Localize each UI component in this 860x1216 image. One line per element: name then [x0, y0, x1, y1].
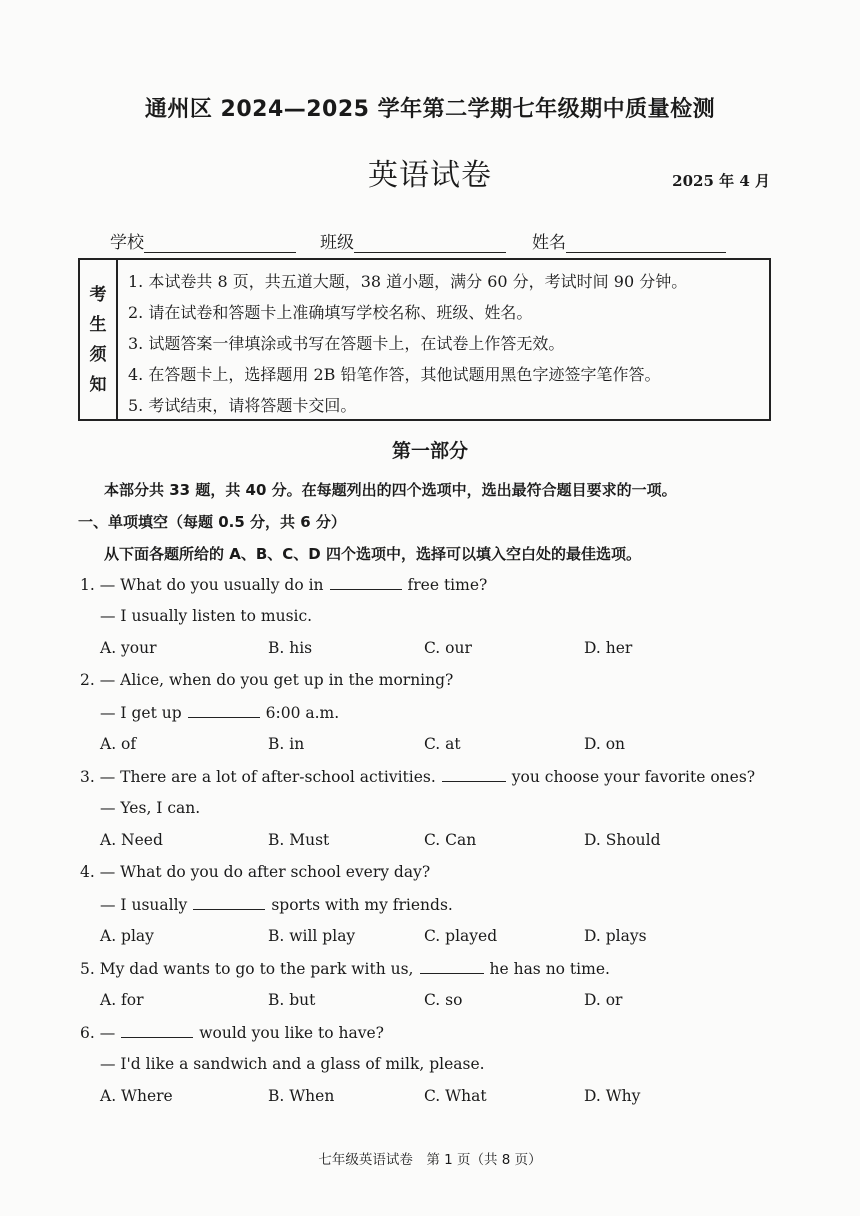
option-c[interactable]: C. played: [424, 927, 498, 945]
option-d[interactable]: D. her: [584, 639, 633, 657]
answer-blank[interactable]: [442, 767, 506, 782]
question-text: — Alice, when do you get up in the morning?: [99, 671, 454, 689]
question-number: 1.: [80, 576, 95, 594]
answer-blank[interactable]: [193, 895, 265, 910]
question-text: — What do you do after school every day?: [99, 863, 431, 881]
question-text: would you like to have?: [199, 1024, 384, 1042]
option-c[interactable]: C. Can: [424, 831, 477, 849]
part-intro: 本部分共 33 题，共 40 分。在每题列出的四个选项中，选出最符合题目要求的一项。: [104, 481, 677, 499]
option-a[interactable]: A. for: [100, 991, 144, 1009]
question-number: 2.: [80, 671, 95, 689]
class-blank[interactable]: [354, 234, 506, 253]
option-b[interactable]: B. Must: [268, 831, 330, 849]
option-c[interactable]: C. What: [424, 1087, 487, 1105]
question-4-line-1: [80, 863, 430, 881]
exam-notice-box: [78, 258, 771, 421]
question-6-line-2: — I'd like a sandwich and a glass of milk, please.: [100, 1055, 485, 1073]
question-text: he has no time.: [489, 960, 610, 978]
question-number: 6.: [80, 1024, 95, 1042]
question-text: — What do you usually do in: [99, 576, 324, 594]
option-a[interactable]: A. of: [100, 735, 137, 753]
question-number: 4.: [80, 863, 95, 881]
question-text: free time?: [407, 576, 488, 594]
option-b[interactable]: B. but: [268, 991, 316, 1009]
notice-label-char: 须: [89, 344, 107, 365]
section-instruction: 从下面各题所给的 A、B、C、D 四个选项中，选择可以填入空白处的最佳选项。: [104, 545, 641, 563]
question-5-line-1: [80, 959, 610, 978]
answer-blank[interactable]: [420, 959, 484, 974]
option-c[interactable]: C. our: [424, 639, 472, 657]
option-a[interactable]: A. your: [100, 639, 157, 657]
notice-item: 2. 请在试卷和答题卡上准确填写学校名称、班级、姓名。: [128, 303, 533, 322]
question-text: — There are a lot of after-school activities.: [99, 768, 436, 786]
notice-item: 4. 在答题卡上，选择题用 2B 铅笔作答，其他试题用黑色字迹签字笔作答。: [128, 365, 661, 384]
question-4-line-2: [100, 895, 453, 914]
question-2-line-1: [80, 671, 453, 689]
school-field[interactable]: [110, 228, 296, 253]
question-3-line-1: [80, 767, 755, 786]
option-b[interactable]: B. When: [268, 1087, 335, 1105]
option-c[interactable]: C. so: [424, 991, 463, 1009]
option-b[interactable]: B. his: [268, 639, 313, 657]
question-text: 6:00 a.m.: [265, 704, 340, 722]
part-title: 第一部分: [391, 440, 468, 462]
question-number: 5.: [80, 960, 95, 978]
option-d[interactable]: D. Should: [584, 831, 661, 849]
exam-title: 通州区 2024—2025 学年第二学期七年级期中质量检测: [144, 97, 716, 122]
notice-label-char: 知: [89, 374, 107, 395]
school-blank[interactable]: [144, 234, 296, 253]
answer-blank[interactable]: [121, 1023, 193, 1038]
name-label: 姓名: [532, 233, 566, 253]
answer-blank[interactable]: [188, 703, 260, 718]
question-2-line-2: [100, 703, 339, 722]
school-label: 学校: [110, 233, 144, 253]
notice-item: 3. 试题答案一律填涂或书写在答题卡上，在试卷上作答无效。: [128, 334, 565, 353]
option-c[interactable]: C. at: [424, 735, 461, 753]
question-1-line-2: — I usually listen to music.: [100, 607, 313, 625]
notice-label: [80, 260, 118, 419]
notice-item: 5. 考试结束，请将答题卡交回。: [128, 396, 357, 415]
option-b[interactable]: B. in: [268, 735, 305, 753]
option-d[interactable]: D. Why: [584, 1087, 641, 1105]
option-d[interactable]: D. on: [584, 735, 626, 753]
option-a[interactable]: A. Need: [100, 831, 163, 849]
question-1-line-1: [80, 575, 487, 594]
question-text: sports with my friends.: [271, 896, 453, 914]
question-text: you choose your favorite ones?: [511, 768, 756, 786]
section-title: 一、单项填空（每题 0.5 分，共 6 分）: [78, 513, 346, 531]
question-number: 3.: [80, 768, 95, 786]
question-text: — I usually: [100, 896, 188, 914]
answer-blank[interactable]: [330, 575, 402, 590]
notice-label-char: 生: [89, 314, 107, 335]
question-text: —: [99, 1024, 116, 1042]
exam-date: 2025 年 4 月: [672, 172, 770, 190]
notice-list: [128, 266, 687, 421]
question-text: My dad wants to go to the park with us,: [99, 960, 414, 978]
question-text: — I get up: [100, 704, 182, 722]
exam-subtitle: 英语试卷: [368, 158, 492, 193]
option-b[interactable]: B. will play: [268, 927, 356, 945]
page-footer: 七年级英语试卷 第 1 页（共 8 页）: [318, 1152, 542, 1168]
option-d[interactable]: D. plays: [584, 927, 647, 945]
option-a[interactable]: A. Where: [100, 1087, 173, 1105]
question-6-line-1: [80, 1023, 384, 1042]
class-label: 班级: [320, 233, 354, 253]
name-field[interactable]: [532, 228, 726, 253]
class-field[interactable]: [320, 228, 506, 253]
option-a[interactable]: A. play: [100, 927, 154, 945]
question-3-line-2: — Yes, I can.: [100, 799, 201, 817]
option-d[interactable]: D. or: [584, 991, 623, 1009]
notice-item: 1. 本试卷共 8 页，共五道大题，38 道小题，满分 60 分，考试时间 90 分钟。: [128, 272, 688, 291]
notice-label-char: 考: [89, 284, 107, 305]
name-blank[interactable]: [566, 234, 726, 253]
